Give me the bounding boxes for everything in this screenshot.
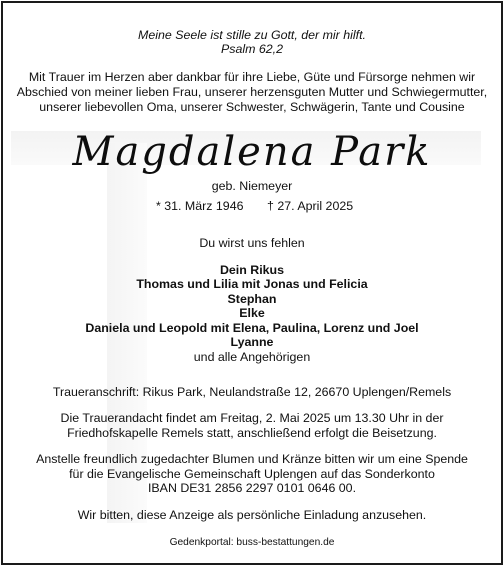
invitation-note: Wir bitten, diese Anzeige als persönliche Einladung anzusehen.: [77, 508, 427, 522]
donation-iban: IBAN DE31 2856 2297 0101 0646 00.: [147, 481, 357, 495]
death-date: † 27. April 2025: [267, 199, 354, 213]
intro-line-3: unserer liebevollen Oma, unserer Schwester, Schwägerin, Tante und Cousine: [39, 100, 465, 114]
service-line-1: Die Trauerandacht findet am Freitag, 2. Mai 2025 um 13.30 Uhr in der: [60, 411, 444, 425]
intro-line-2: Abschied von meiner lieben Frau, unserer herzensguten Mutter und Schwiegermutter,: [16, 85, 488, 99]
bible-verse: Meine Seele ist stille zu Gott, der mir hilft.: [138, 28, 366, 42]
other-relatives: und alle Angehörigen: [193, 350, 311, 364]
mourning-address: Traueranschrift: Rikus Park, Neulandstraße 12, 26670 Uplengen/Remels: [52, 385, 452, 399]
mourner-line: Elke: [239, 306, 265, 320]
memorial-portal: Gedenkportal: buss-bestattungen.de: [169, 537, 335, 548]
donation-line-1: Anstelle freundlich zugedachter Blumen und Kränze bitten wir um eine Spende: [36, 452, 468, 466]
deceased-name: Magdalena Park: [72, 129, 432, 175]
obituary-notice: [1, 1, 503, 565]
bible-reference: Psalm 62,2: [221, 42, 283, 56]
mourner-line: Lyanne: [230, 335, 274, 349]
service-line-2: Friedhofskapelle Remels statt, anschließend erfolgt die Beisetzung.: [67, 426, 437, 440]
maiden-name: geb. Niemeyer: [211, 179, 293, 193]
mourner-line: Thomas und Lilia mit Jonas und Felicia: [136, 277, 368, 291]
mourner-line: Stephan: [227, 292, 277, 306]
birth-date: * 31. März 1946: [156, 199, 244, 213]
mourner-line: Daniela und Leopold mit Elena, Paulina, Lorenz und Joel: [85, 321, 419, 335]
intro-line-1: Mit Trauer im Herzen aber dankbar für ihre Liebe, Güte und Fürsorge nehmen wir: [28, 70, 476, 84]
donation-line-2: für die Evangelische Gemeinschaft Uplengen auf das Sonderkonto: [69, 467, 435, 481]
mourner-line: Dein Rikus: [219, 263, 285, 277]
farewell-text: Du wirst uns fehlen: [199, 236, 305, 250]
